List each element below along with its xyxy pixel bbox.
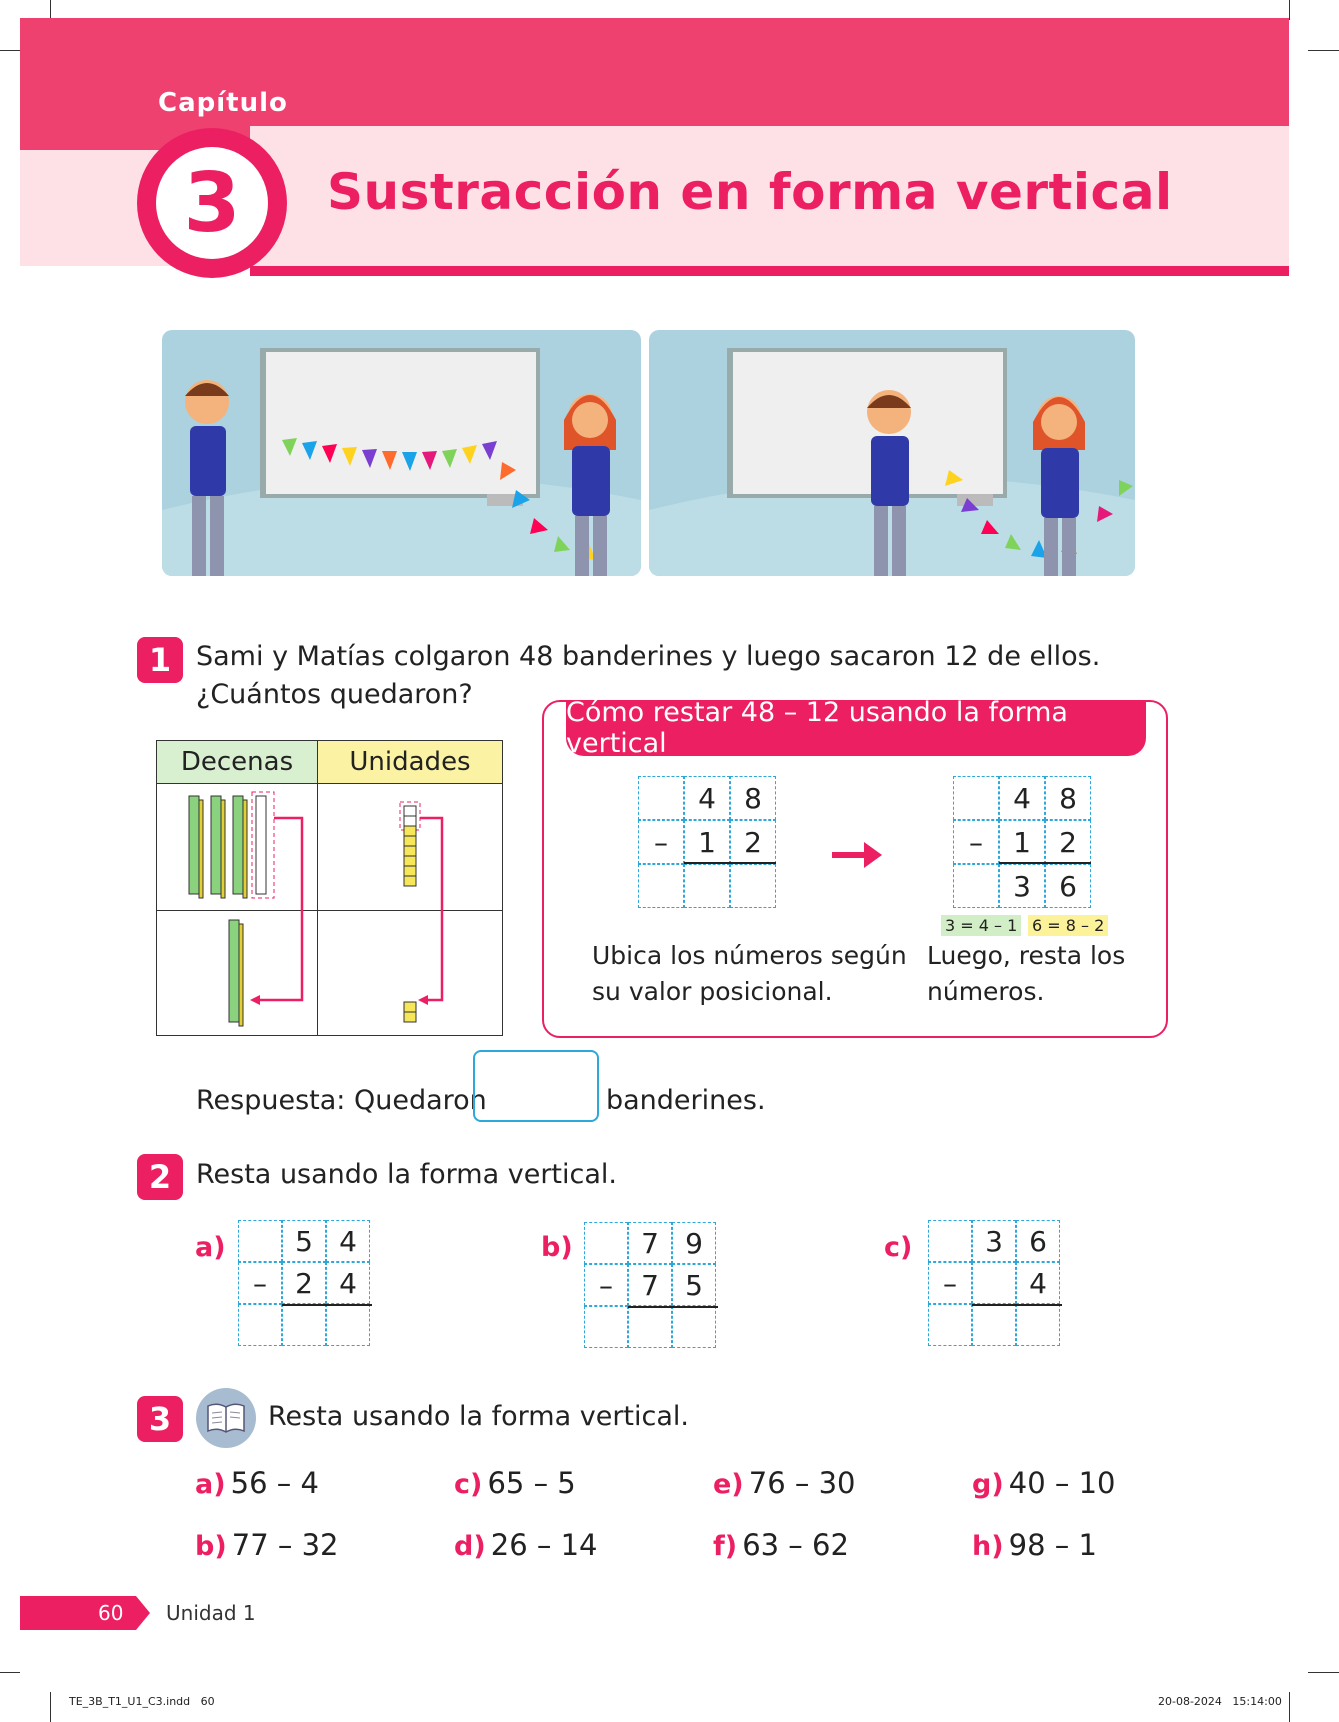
illustration-removing-flags bbox=[649, 330, 1135, 576]
grid-cell bbox=[730, 864, 776, 908]
grid-cell: – bbox=[953, 820, 999, 864]
answer-cell[interactable] bbox=[928, 1304, 972, 1346]
grid-cell: – bbox=[584, 1264, 628, 1306]
grid-cell: – bbox=[238, 1262, 282, 1304]
problem-number: 1 bbox=[137, 637, 183, 683]
answer-cell[interactable] bbox=[628, 1306, 672, 1348]
item-expression: 40 – 10 bbox=[1008, 1466, 1116, 1500]
exercise-item bbox=[713, 1466, 856, 1500]
answer-cell[interactable] bbox=[326, 1304, 370, 1346]
tens-header: Decenas bbox=[157, 741, 318, 784]
problem-question: ¿Cuántos quedaron? bbox=[196, 679, 473, 710]
crop-mark bbox=[0, 50, 20, 51]
grid-cell: 8 bbox=[730, 776, 776, 820]
page-number: 60 bbox=[98, 1601, 124, 1625]
unit-label: Unidad 1 bbox=[166, 1601, 256, 1625]
step1-text: Ubica los números según bbox=[592, 941, 907, 970]
grid-cell: 4 bbox=[684, 776, 730, 820]
grid-cell: 9 bbox=[672, 1222, 716, 1264]
subtraction-line bbox=[999, 862, 1091, 864]
exercise-grid-b bbox=[584, 1222, 716, 1348]
grid-cell bbox=[638, 864, 684, 908]
item-label: d) bbox=[454, 1531, 486, 1562]
grid-cell: 4 bbox=[326, 1262, 370, 1304]
crop-mark bbox=[0, 1672, 20, 1673]
grid-cell bbox=[584, 1222, 628, 1264]
grid-cell: 2 bbox=[282, 1262, 326, 1304]
notebook-icon bbox=[196, 1388, 256, 1448]
item-expression: 98 – 1 bbox=[1008, 1528, 1097, 1562]
item-label: b) bbox=[195, 1531, 227, 1562]
item-label: e) bbox=[713, 1469, 744, 1500]
grid-cell: 4 bbox=[999, 776, 1045, 820]
grid-cell: 5 bbox=[282, 1220, 326, 1262]
item-expression: 76 – 30 bbox=[748, 1466, 856, 1500]
grid-cell: 2 bbox=[730, 820, 776, 864]
base-ten-blocks bbox=[156, 740, 503, 1036]
item-label: h) bbox=[972, 1531, 1004, 1562]
grid-cell bbox=[928, 1220, 972, 1262]
units-equation: 6 = 8 – 2 bbox=[1028, 915, 1108, 936]
exercise-item bbox=[195, 1466, 319, 1500]
exercise-grid-a bbox=[238, 1220, 370, 1346]
grid-cell: 3 bbox=[999, 864, 1045, 908]
grid-cell: 6 bbox=[1016, 1220, 1060, 1262]
timestamp: 20-08-2024 15:14:00 bbox=[1158, 1695, 1282, 1708]
grid-cell: 8 bbox=[1045, 776, 1091, 820]
grid-cell bbox=[684, 864, 730, 908]
tens-rods bbox=[189, 792, 274, 1026]
page-title: Sustracción en forma vertical bbox=[327, 163, 1173, 221]
crop-mark bbox=[1289, 0, 1290, 20]
chapter-label: Capítulo bbox=[158, 88, 288, 118]
item-label: g) bbox=[972, 1469, 1004, 1500]
item-label: c) bbox=[454, 1469, 483, 1500]
subtraction-line bbox=[628, 1306, 718, 1308]
method-title: Cómo restar 48 – 12 usando la forma vertical bbox=[566, 700, 1146, 756]
step2-text: números. bbox=[927, 977, 1045, 1006]
problem-instruction: Resta usando la forma vertical. bbox=[196, 1159, 617, 1190]
grid-cell: 4 bbox=[326, 1220, 370, 1262]
item-label: a) bbox=[195, 1469, 226, 1500]
crop-mark bbox=[1308, 1672, 1339, 1673]
item-label: a) bbox=[195, 1232, 226, 1263]
answer-cell[interactable] bbox=[972, 1304, 1016, 1346]
page-number-tab-arrow bbox=[136, 1596, 150, 1630]
problem-instruction: Resta usando la forma vertical. bbox=[268, 1401, 689, 1432]
crop-mark bbox=[1308, 50, 1339, 51]
grid-cell: – bbox=[928, 1262, 972, 1304]
unit-cubes bbox=[400, 802, 420, 1022]
exercise-item bbox=[713, 1528, 849, 1562]
grid-cell: 6 bbox=[1045, 864, 1091, 908]
header-underline bbox=[250, 266, 1289, 276]
grid-cell bbox=[953, 776, 999, 820]
item-label: f) bbox=[713, 1531, 738, 1562]
units-header: Unidades bbox=[318, 741, 503, 784]
item-expression: 77 – 32 bbox=[231, 1528, 339, 1562]
crop-mark bbox=[50, 1692, 51, 1722]
grid-cell: 7 bbox=[628, 1264, 672, 1306]
problem-number: 2 bbox=[137, 1154, 183, 1200]
answer-prefix: Respuesta: Quedaron bbox=[196, 1085, 487, 1116]
item-expression: 56 – 4 bbox=[230, 1466, 319, 1500]
exercise-item bbox=[454, 1528, 598, 1562]
grid-cell: 1 bbox=[999, 820, 1045, 864]
grid-cell bbox=[238, 1220, 282, 1262]
exercise-item bbox=[454, 1466, 576, 1500]
grid-cell: 1 bbox=[684, 820, 730, 864]
grid-cell: 4 bbox=[1016, 1262, 1060, 1304]
subtraction-line bbox=[282, 1304, 372, 1306]
step1-text: su valor posicional. bbox=[592, 977, 833, 1006]
grid-cell: 2 bbox=[1045, 820, 1091, 864]
exercise-grid-c bbox=[928, 1220, 1060, 1346]
answer-cell[interactable] bbox=[282, 1304, 326, 1346]
exercise-item bbox=[972, 1466, 1116, 1500]
answer-box[interactable] bbox=[473, 1050, 599, 1122]
crop-mark bbox=[50, 0, 51, 20]
answer-cell[interactable] bbox=[584, 1306, 628, 1348]
problem-number: 3 bbox=[137, 1396, 183, 1442]
grid-cell bbox=[953, 864, 999, 908]
grid-cell bbox=[972, 1262, 1016, 1304]
crop-mark bbox=[1289, 1692, 1290, 1722]
item-expression: 26 – 14 bbox=[490, 1528, 598, 1562]
subtraction-line bbox=[972, 1304, 1062, 1306]
vertical-grid-result bbox=[953, 776, 1091, 908]
grid-cell: 7 bbox=[628, 1222, 672, 1264]
file-name: TE_3B_T1_U1_C3.indd 60 bbox=[69, 1695, 215, 1708]
answer-suffix: banderines. bbox=[606, 1085, 766, 1116]
tens-equation: 3 = 4 – 1 bbox=[941, 915, 1021, 936]
grid-cell: 3 bbox=[972, 1220, 1016, 1262]
exercise-item bbox=[972, 1528, 1097, 1562]
item-expression: 63 – 62 bbox=[742, 1528, 849, 1562]
chapter-number: 3 bbox=[156, 147, 268, 259]
answer-cell[interactable] bbox=[1016, 1304, 1060, 1346]
problem-text: Sami y Matías colgaron 48 banderines y luego sacaron 12 de ellos. bbox=[196, 641, 1101, 672]
item-label: c) bbox=[884, 1232, 913, 1263]
grid-cell: – bbox=[638, 820, 684, 864]
exercise-item bbox=[195, 1528, 339, 1562]
grid-cell bbox=[638, 776, 684, 820]
illustration-hanging-flags bbox=[162, 330, 641, 576]
step2-text: Luego, resta los bbox=[927, 941, 1126, 970]
answer-cell[interactable] bbox=[672, 1306, 716, 1348]
arrow-right-icon bbox=[832, 842, 882, 868]
answer-cell[interactable] bbox=[238, 1304, 282, 1346]
subtraction-line bbox=[684, 862, 776, 864]
vertical-grid-setup bbox=[638, 776, 776, 908]
item-expression: 65 – 5 bbox=[487, 1466, 576, 1500]
grid-cell: 5 bbox=[672, 1264, 716, 1306]
item-label: b) bbox=[541, 1232, 573, 1263]
